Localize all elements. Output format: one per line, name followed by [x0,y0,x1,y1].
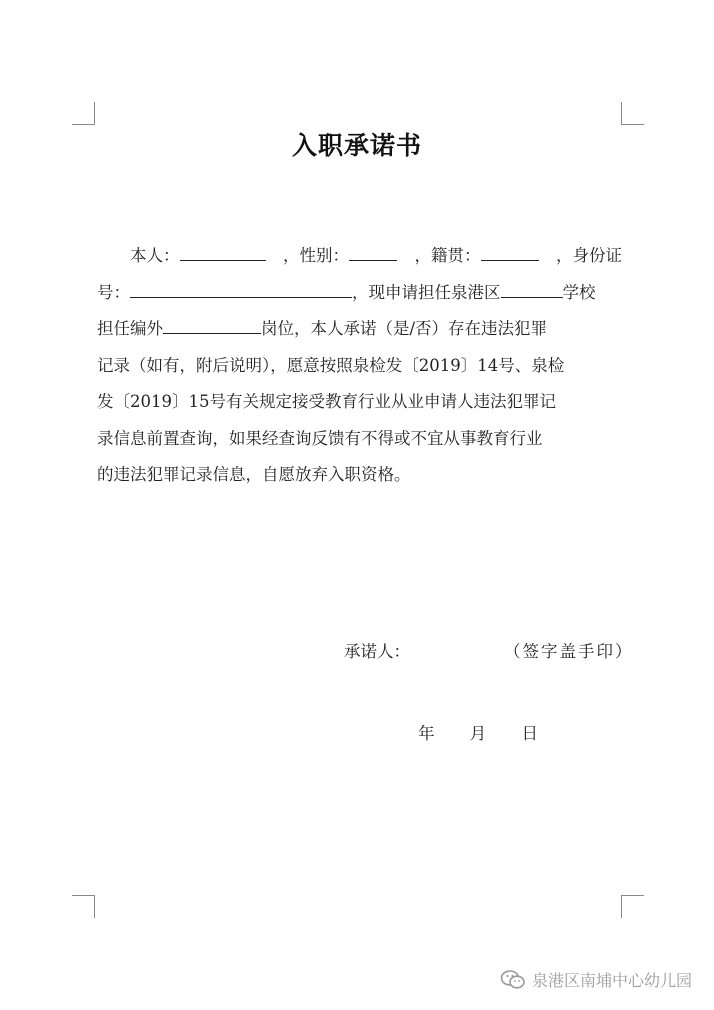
watermark-text: 泉港区南埔中心幼儿园 [531,971,692,990]
wechat-icon [500,969,526,991]
crop-mark-top-left [72,102,95,125]
id-number-blank[interactable] [130,278,352,298]
crop-mark-bottom-right [621,895,644,918]
pledge-line-7: 的违法犯罪记录信息，自愿放弃入职资格。 [97,465,411,484]
label-school: 学校 [562,282,596,302]
label-id-number: ，身份证 [556,246,622,265]
label-id-number-cont: 号： [97,282,130,302]
crop-mark-bottom-left [72,895,95,918]
label-hometown: ，籍贯： [414,246,481,265]
signature-label: 承诺人： [344,642,410,661]
date-month: 月 [469,724,487,743]
date-year: 年 [418,724,435,743]
document-title: 入职承诺书 [291,131,422,160]
pledge-line-4: 记录（如有，附后说明），愿意按照泉检发〔2019〕14号、泉检 [97,355,565,375]
pledge-line-2 [97,275,622,312]
pledge-body [97,238,622,494]
label-pledge: 岗位，本人承诺（是/否）存在违法犯罪 [261,319,548,338]
school-blank[interactable] [501,278,563,298]
signature-row [344,638,634,662]
name-blank[interactable] [180,241,266,261]
pledge-line-6: 录信息前置查询，如果经查询反馈有不得或不宜从事教育行业 [97,428,543,448]
hometown-blank[interactable] [481,241,539,261]
signature-hint: （签字盖手印） [504,642,634,661]
label-position: 担任编外 [97,319,163,338]
crop-mark-top-right [621,102,644,125]
position-blank[interactable] [163,314,261,334]
gender-blank[interactable] [349,241,397,261]
date-day: 日 [521,724,538,743]
pledge-line-3 [97,311,622,348]
date-row [418,720,568,744]
label-apply: ，现申请担任泉港区 [352,282,501,302]
label-name: 本人： [130,246,180,265]
watermark [500,968,692,991]
pledge-line-1 [97,238,622,275]
label-gender: ，性别： [283,246,349,265]
pledge-line-5: 发〔2019〕15号有关规定接受教育行业从业申请人违法犯罪记 [97,392,556,411]
